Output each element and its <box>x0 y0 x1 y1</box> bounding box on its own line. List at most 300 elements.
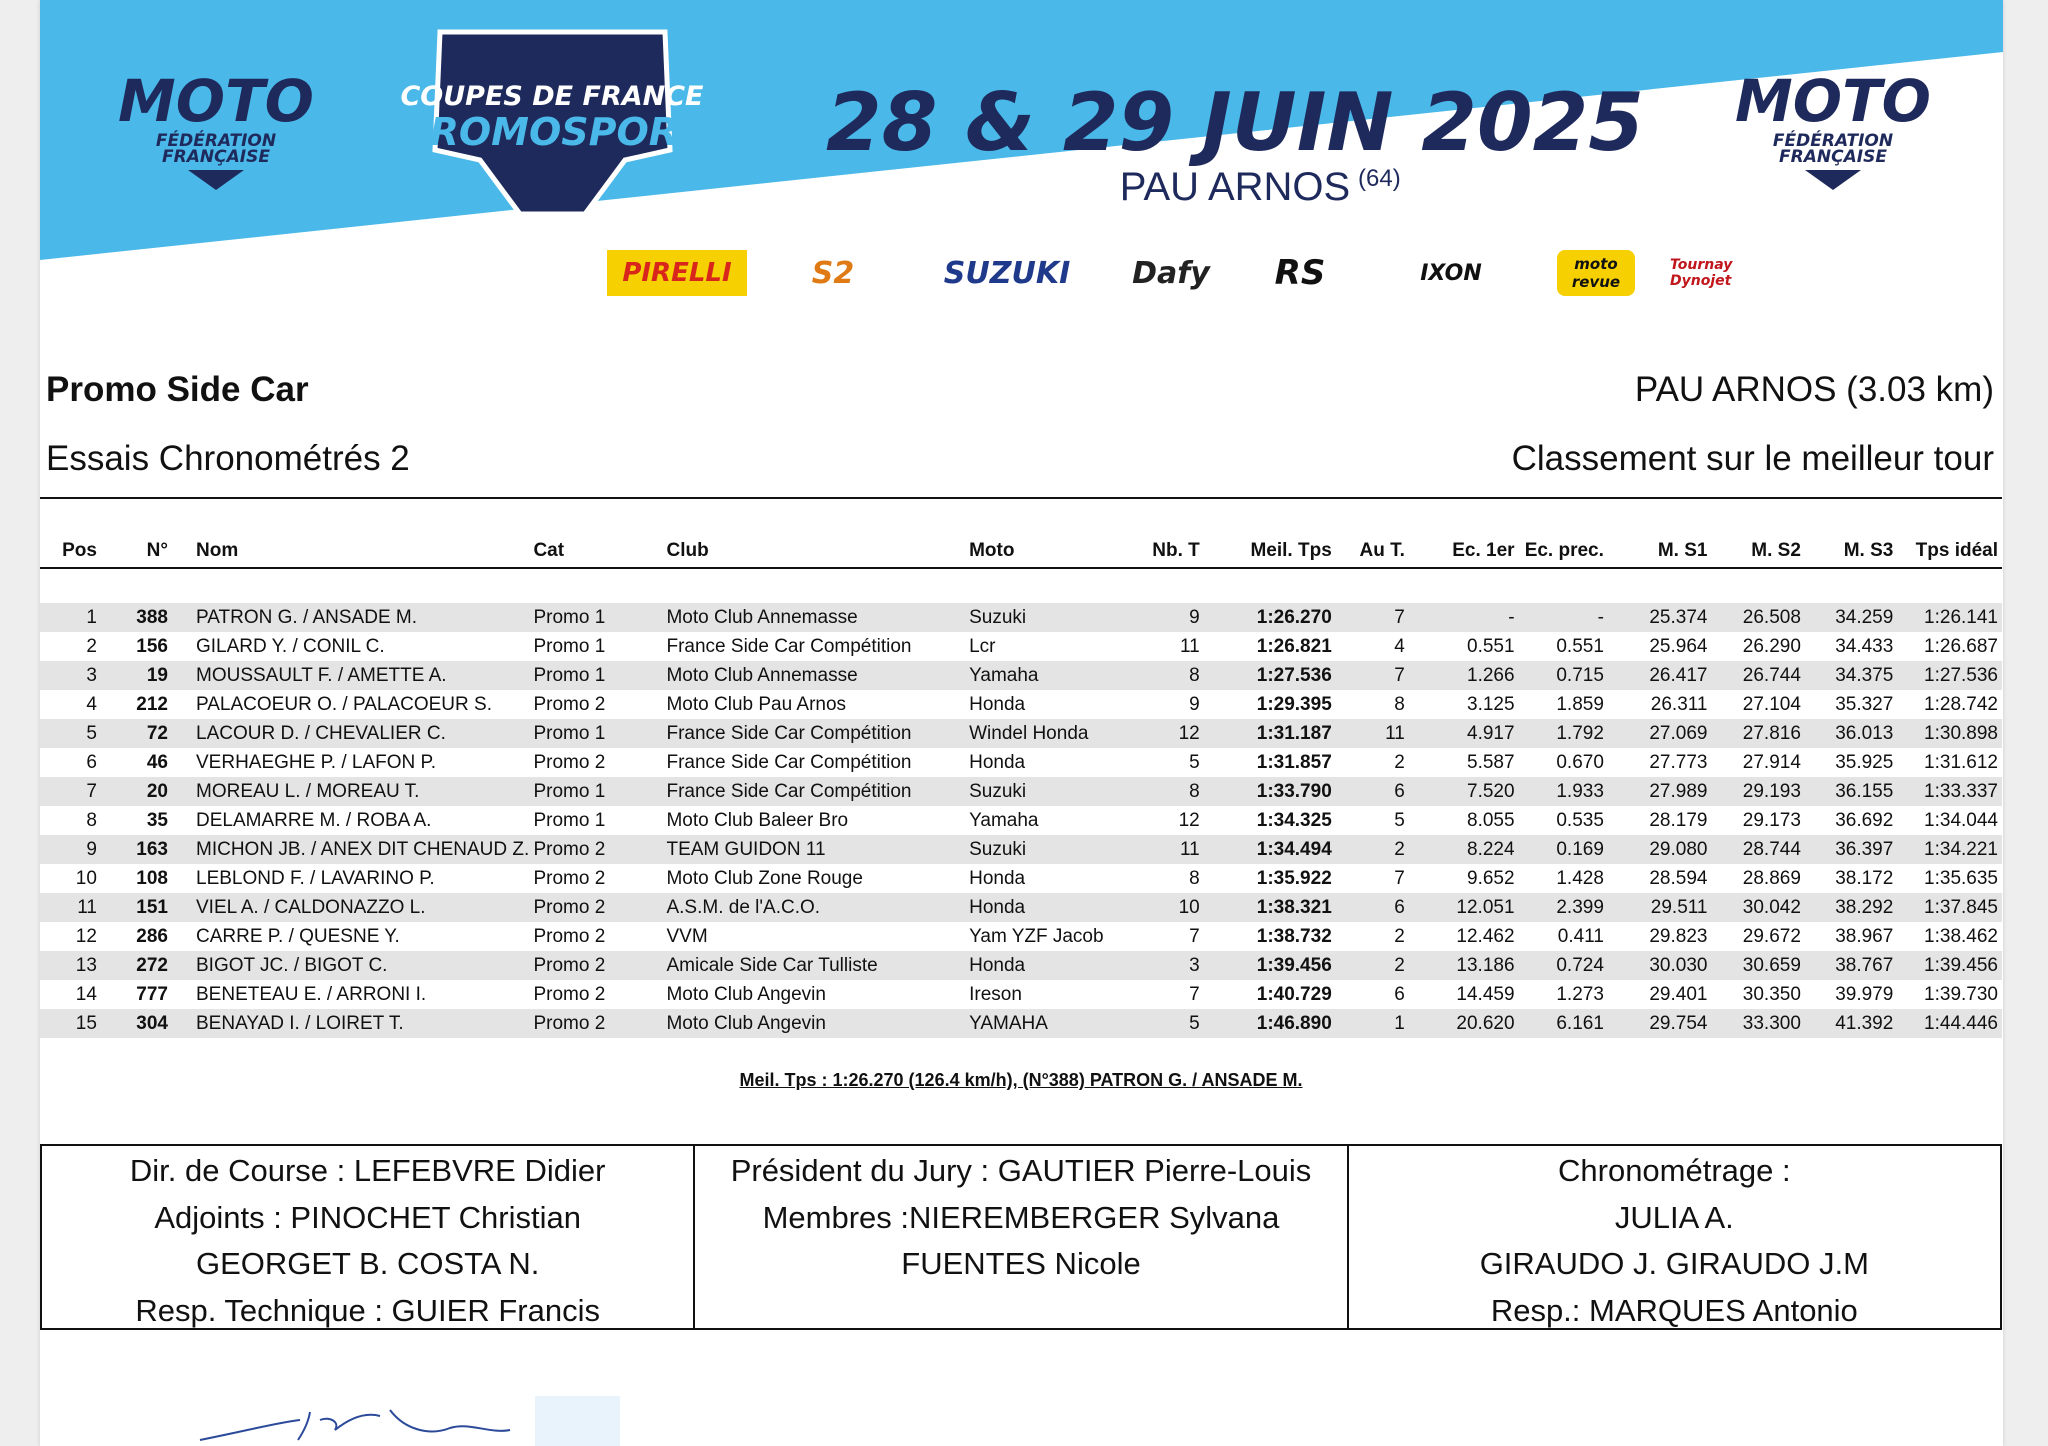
cell-s1: 30.030 <box>1608 951 1712 980</box>
cell-s3: 41.392 <box>1805 1009 1897 1038</box>
signature <box>190 1400 550 1446</box>
cell-ideal: 1:38.462 <box>1897 922 2002 951</box>
cell-number: 46 <box>101 748 172 777</box>
sponsor-moto-revue: moto revue <box>1557 250 1635 296</box>
event-dept: (64) <box>1358 165 1401 192</box>
cell-gap-prev: 0.670 <box>1519 748 1608 777</box>
cell-s3: 35.327 <box>1805 690 1897 719</box>
cell-pos: 12 <box>40 922 101 951</box>
cell-moto: Lcr <box>965 632 1107 661</box>
table-row <box>40 864 2002 893</box>
cell-s1: 29.823 <box>1608 922 1712 951</box>
cell-club: TEAM GUIDON 11 <box>662 835 965 864</box>
cell-s3: 36.013 <box>1805 719 1897 748</box>
cell-number: 35 <box>101 806 172 835</box>
event-banner <box>40 0 2003 260</box>
official-line: GEORGET B. COSTA N. <box>195 1246 540 1281</box>
cell-s2: 26.744 <box>1711 661 1804 690</box>
cell-gap-first: 0.551 <box>1409 632 1519 661</box>
cell-best-time: 1:26.821 <box>1204 632 1336 661</box>
cell-moto: Honda <box>965 748 1107 777</box>
cell-name: MICHON JB. / ANEX DIT CHENAUD Z. <box>172 835 529 864</box>
cell-name: MOUSSAULT F. / AMETTE A. <box>172 661 529 690</box>
cell-laps: 9 <box>1107 690 1203 719</box>
cell-gap-prev: 0.535 <box>1519 806 1608 835</box>
official-line: Membres :NIEREMBERGER Sylvana <box>762 1199 1280 1235</box>
official-line: FUENTES Nicole <box>901 1246 1141 1281</box>
cell-number: 388 <box>101 603 172 632</box>
table-row <box>40 777 2002 806</box>
cell-s3: 38.767 <box>1805 951 1897 980</box>
cell-s2: 28.744 <box>1711 835 1804 864</box>
cell-gap-first: 12.462 <box>1409 922 1519 951</box>
cell-best-time: 1:34.494 <box>1204 835 1336 864</box>
promosport-line1: COUPES DE FRANCE <box>400 81 704 112</box>
table-row <box>40 748 2002 777</box>
cell-club: France Side Car Compétition <box>662 632 965 661</box>
cell-s2: 29.193 <box>1711 777 1804 806</box>
cell-gap-prev: 1.273 <box>1519 980 1608 1009</box>
cell-on-lap: 5 <box>1336 806 1409 835</box>
cell-cat: Promo 1 <box>529 661 662 690</box>
cell-number: 777 <box>101 980 172 1009</box>
cell-cat: Promo 2 <box>529 922 662 951</box>
col-header-ideal: Tps idéal <box>1897 535 2002 568</box>
cell-cat: Promo 2 <box>529 690 662 719</box>
cell-cat: Promo 1 <box>529 719 662 748</box>
cell-on-lap: 7 <box>1336 661 1409 690</box>
cell-name: MOREAU L. / MOREAU T. <box>172 777 529 806</box>
cell-on-lap: 6 <box>1336 893 1409 922</box>
cell-gap-prev: 6.161 <box>1519 1009 1608 1038</box>
cell-on-lap: 6 <box>1336 980 1409 1009</box>
cell-gap-first: 20.620 <box>1409 1009 1519 1038</box>
cell-ideal: 1:37.845 <box>1897 893 2002 922</box>
cell-ideal: 1:39.456 <box>1897 951 2002 980</box>
officials-jury <box>693 1146 1346 1328</box>
col-header-pos: Pos <box>40 535 101 568</box>
cell-moto: Honda <box>965 864 1107 893</box>
cell-gap-first: 4.917 <box>1409 719 1519 748</box>
table-spacer-row <box>40 568 2002 603</box>
table-row <box>40 603 2002 632</box>
cell-s1: 27.773 <box>1608 748 1712 777</box>
cell-number: 20 <box>101 777 172 806</box>
cell-on-lap: 2 <box>1336 951 1409 980</box>
cell-name: PALACOEUR O. / PALACOEUR S. <box>172 690 529 719</box>
cell-on-lap: 2 <box>1336 922 1409 951</box>
cell-s2: 26.290 <box>1711 632 1804 661</box>
cell-ideal: 1:31.612 <box>1897 748 2002 777</box>
results-table <box>40 535 2002 1038</box>
sponsor-suzuki: SUZUKI <box>943 255 1071 291</box>
cell-club: Amicale Side Car Tulliste <box>662 951 965 980</box>
cell-gap-first: 8.055 <box>1409 806 1519 835</box>
col-header-on-lap: Au T. <box>1336 535 1409 568</box>
cell-pos: 2 <box>40 632 101 661</box>
cell-s3: 39.979 <box>1805 980 1897 1009</box>
results-sheet <box>40 0 2003 1446</box>
cell-cat: Promo 2 <box>529 748 662 777</box>
cell-cat: Promo 2 <box>529 980 662 1009</box>
cell-club: Moto Club Angevin <box>662 1009 965 1038</box>
cell-club: VVM <box>662 922 965 951</box>
cell-cat: Promo 2 <box>529 864 662 893</box>
cell-pos: 14 <box>40 980 101 1009</box>
cell-laps: 3 <box>1107 951 1203 980</box>
cell-best-time: 1:38.321 <box>1204 893 1336 922</box>
cell-pos: 1 <box>40 603 101 632</box>
cell-gap-first: - <box>1409 603 1519 632</box>
col-header-number: N° <box>101 535 172 568</box>
cell-moto: Yam YZF Jacob <box>965 922 1107 951</box>
cell-name: LACOUR D. / CHEVALIER C. <box>172 719 529 748</box>
cell-ideal: 1:26.141 <box>1897 603 2002 632</box>
officials-race-direction <box>42 1146 693 1328</box>
ffm-chevron-icon <box>1805 170 1861 190</box>
cell-name: BENAYAD I. / LOIRET T. <box>172 1009 529 1038</box>
cell-club: Moto Club Annemasse <box>662 603 965 632</box>
cell-number: 19 <box>101 661 172 690</box>
sponsor-ixon: IXON <box>1420 260 1482 286</box>
cell-cat: Promo 1 <box>529 806 662 835</box>
cell-best-time: 1:33.790 <box>1204 777 1336 806</box>
cell-gap-prev: 1.933 <box>1519 777 1608 806</box>
cell-moto: Honda <box>965 893 1107 922</box>
cell-laps: 11 <box>1107 835 1203 864</box>
cell-ideal: 1:28.742 <box>1897 690 2002 719</box>
cell-number: 212 <box>101 690 172 719</box>
cell-gap-prev: 1.792 <box>1519 719 1608 748</box>
cell-s3: 34.375 <box>1805 661 1897 690</box>
table-row <box>40 1009 2002 1038</box>
cell-s2: 29.173 <box>1711 806 1804 835</box>
official-line: Adjoints : PINOCHET Christian <box>154 1199 581 1235</box>
sponsor-pirelli: PIRELLI <box>607 250 747 296</box>
cell-on-lap: 6 <box>1336 777 1409 806</box>
cell-gap-prev: 1.428 <box>1519 864 1608 893</box>
cell-ideal: 1:26.687 <box>1897 632 2002 661</box>
cell-gap-first: 13.186 <box>1409 951 1519 980</box>
table-row <box>40 632 2002 661</box>
cell-s1: 28.179 <box>1608 806 1712 835</box>
cell-moto: Ireson <box>965 980 1107 1009</box>
cell-gap-first: 14.459 <box>1409 980 1519 1009</box>
table-row <box>40 951 2002 980</box>
cell-cat: Promo 1 <box>529 603 662 632</box>
cell-pos: 6 <box>40 748 101 777</box>
cell-club: Moto Club Angevin <box>662 980 965 1009</box>
ffm-logo-right-main: MOTO <box>1735 67 1931 135</box>
cell-s2: 27.816 <box>1711 719 1804 748</box>
cell-moto: Yamaha <box>965 806 1107 835</box>
cell-on-lap: 7 <box>1336 603 1409 632</box>
cell-laps: 8 <box>1107 661 1203 690</box>
cell-gap-first: 1.266 <box>1409 661 1519 690</box>
cell-s3: 35.925 <box>1805 748 1897 777</box>
cell-number: 156 <box>101 632 172 661</box>
col-header-gap-prev: Ec. prec. <box>1519 535 1608 568</box>
cell-name: BIGOT JC. / BIGOT C. <box>172 951 529 980</box>
cell-best-time: 1:27.536 <box>1204 661 1336 690</box>
cell-s2: 29.672 <box>1711 922 1804 951</box>
cell-s2: 33.300 <box>1711 1009 1804 1038</box>
col-header-cat: Cat <box>529 535 662 568</box>
cell-laps: 11 <box>1107 632 1203 661</box>
cell-best-time: 1:31.857 <box>1204 748 1336 777</box>
session-title: Essais Chronométrés 2 <box>46 439 410 478</box>
cell-club: Moto Club Pau Arnos <box>662 690 965 719</box>
cell-cat: Promo 1 <box>529 777 662 806</box>
cell-s3: 38.967 <box>1805 922 1897 951</box>
cell-number: 108 <box>101 864 172 893</box>
cell-gap-first: 3.125 <box>1409 690 1519 719</box>
cell-pos: 4 <box>40 690 101 719</box>
cell-gap-prev: - <box>1519 603 1608 632</box>
cell-s2: 30.659 <box>1711 951 1804 980</box>
ranking-label: Classement sur le meilleur tour <box>1511 439 1994 478</box>
cell-on-lap: 4 <box>1336 632 1409 661</box>
cell-gap-first: 12.051 <box>1409 893 1519 922</box>
cell-s3: 36.397 <box>1805 835 1897 864</box>
cell-on-lap: 2 <box>1336 835 1409 864</box>
cell-name: VIEL A. / CALDONAZZO L. <box>172 893 529 922</box>
cell-ideal: 1:34.044 <box>1897 806 2002 835</box>
cell-pos: 11 <box>40 893 101 922</box>
table-header-row <box>40 535 2002 568</box>
promosport-line2: PROMOSPORT <box>401 110 703 154</box>
cell-s1: 28.594 <box>1608 864 1712 893</box>
cell-s1: 27.989 <box>1608 777 1712 806</box>
cell-ideal: 1:33.337 <box>1897 777 2002 806</box>
cell-gap-first: 5.587 <box>1409 748 1519 777</box>
cell-moto: Windel Honda <box>965 719 1107 748</box>
table-spacer-cell <box>40 568 2002 603</box>
cell-on-lap: 11 <box>1336 719 1409 748</box>
cell-gap-prev: 0.724 <box>1519 951 1608 980</box>
cell-s3: 38.172 <box>1805 864 1897 893</box>
cell-gap-prev: 1.859 <box>1519 690 1608 719</box>
cell-s1: 29.511 <box>1608 893 1712 922</box>
cell-on-lap: 1 <box>1336 1009 1409 1038</box>
table-row <box>40 922 2002 951</box>
official-line: Chronométrage : <box>1558 1153 1791 1188</box>
cell-gap-prev: 0.551 <box>1519 632 1608 661</box>
cell-s2: 30.350 <box>1711 980 1804 1009</box>
cell-s2: 28.869 <box>1711 864 1804 893</box>
ffm-logo-left-sub1: FÉDÉRATION <box>155 131 277 151</box>
cell-pos: 5 <box>40 719 101 748</box>
cell-name: DELAMARRE M. / ROBA A. <box>172 806 529 835</box>
cell-gap-prev: 0.411 <box>1519 922 1608 951</box>
table-row <box>40 719 2002 748</box>
cell-ideal: 1:34.221 <box>1897 835 2002 864</box>
cell-moto: Suzuki <box>965 777 1107 806</box>
cell-moto: YAMAHA <box>965 1009 1107 1038</box>
official-line: Resp.: MARQUES Antonio <box>1490 1292 1858 1328</box>
cell-pos: 3 <box>40 661 101 690</box>
cell-s1: 26.417 <box>1608 661 1712 690</box>
cell-best-time: 1:39.456 <box>1204 951 1336 980</box>
cell-number: 151 <box>101 893 172 922</box>
cell-laps: 12 <box>1107 719 1203 748</box>
col-header-moto: Moto <box>965 535 1107 568</box>
cell-gap-prev: 0.169 <box>1519 835 1608 864</box>
cell-best-time: 1:40.729 <box>1204 980 1336 1009</box>
cell-name: LEBLOND F. / LAVARINO P. <box>172 864 529 893</box>
cell-club: A.S.M. de l'A.C.O. <box>662 893 965 922</box>
cell-s3: 34.259 <box>1805 603 1897 632</box>
cell-on-lap: 2 <box>1336 748 1409 777</box>
cell-number: 272 <box>101 951 172 980</box>
cell-ideal: 1:30.898 <box>1897 719 2002 748</box>
cell-moto: Suzuki <box>965 835 1107 864</box>
ffm-logo-right <box>1735 67 1931 190</box>
officials-timing <box>1347 1146 2000 1328</box>
cell-moto: Suzuki <box>965 603 1107 632</box>
cell-cat: Promo 1 <box>529 632 662 661</box>
table-row <box>40 690 2002 719</box>
cell-ideal: 1:39.730 <box>1897 980 2002 1009</box>
col-header-s2: M. S2 <box>1711 535 1804 568</box>
cell-cat: Promo 2 <box>529 951 662 980</box>
sponsor-s2: S2 <box>811 255 855 291</box>
col-header-laps: Nb. T <box>1107 535 1203 568</box>
cell-name: BENETEAU E. / ARRONI I. <box>172 980 529 1009</box>
cell-s2: 30.042 <box>1711 893 1804 922</box>
header-rule <box>40 497 2002 499</box>
cell-pos: 8 <box>40 806 101 835</box>
cell-club: Moto Club Zone Rouge <box>662 864 965 893</box>
col-header-club: Club <box>662 535 965 568</box>
official-line: Président du Jury : GAUTIER Pierre-Louis <box>730 1153 1312 1188</box>
cell-pos: 13 <box>40 951 101 980</box>
ffm-logo-right-sub1: FÉDÉRATION <box>1772 131 1894 151</box>
cell-club: France Side Car Compétition <box>662 777 965 806</box>
cell-best-time: 1:34.325 <box>1204 806 1336 835</box>
table-row <box>40 893 2002 922</box>
cell-number: 304 <box>101 1009 172 1038</box>
cell-gap-prev: 0.715 <box>1519 661 1608 690</box>
circuit-label: PAU ARNOS (3.03 km) <box>1634 370 1994 409</box>
official-line: JULIA A. <box>1614 1199 1734 1235</box>
official-line: Dir. de Course : LEFEBVRE Didier <box>129 1153 606 1188</box>
cell-cat: Promo 2 <box>529 893 662 922</box>
cell-club: France Side Car Compétition <box>662 748 965 777</box>
cell-best-time: 1:46.890 <box>1204 1009 1336 1038</box>
cell-gap-first: 7.520 <box>1409 777 1519 806</box>
table-row <box>40 835 2002 864</box>
cell-laps: 7 <box>1107 980 1203 1009</box>
cell-s1: 26.311 <box>1608 690 1712 719</box>
cell-name: GILARD Y. / CONIL C. <box>172 632 529 661</box>
results-body <box>40 568 2002 1038</box>
cell-s1: 29.754 <box>1608 1009 1712 1038</box>
table-row <box>40 980 2002 1009</box>
col-header-gap-first: Ec. 1er <box>1409 535 1519 568</box>
col-header-name: Nom <box>172 535 529 568</box>
cell-laps: 8 <box>1107 777 1203 806</box>
event-dates: 28 & 29 JUIN 2025 <box>826 76 1644 169</box>
cell-best-time: 1:26.270 <box>1204 603 1336 632</box>
cell-moto: Honda <box>965 951 1107 980</box>
best-lap-summary: Meil. Tps : 1:26.270 (126.4 km/h), (N°388) PATRON G. / ANSADE M. <box>739 1070 1303 1090</box>
col-header-best-time: Meil. Tps <box>1204 535 1336 568</box>
cell-s2: 26.508 <box>1711 603 1804 632</box>
cell-best-time: 1:38.732 <box>1204 922 1336 951</box>
cell-pos: 15 <box>40 1009 101 1038</box>
cell-best-time: 1:35.922 <box>1204 864 1336 893</box>
official-line: GIRAUDO J. GIRAUDO J.M <box>1479 1246 1869 1281</box>
cell-gap-prev: 2.399 <box>1519 893 1608 922</box>
cell-laps: 12 <box>1107 806 1203 835</box>
sponsor-dafy: Dafy <box>1132 255 1210 291</box>
cell-best-time: 1:29.395 <box>1204 690 1336 719</box>
cell-s1: 27.069 <box>1608 719 1712 748</box>
cell-laps: 9 <box>1107 603 1203 632</box>
cell-on-lap: 7 <box>1336 864 1409 893</box>
cell-club: Moto Club Annemasse <box>662 661 965 690</box>
cell-gap-first: 8.224 <box>1409 835 1519 864</box>
ffm-logo-left-main: MOTO <box>118 67 314 135</box>
cell-s3: 36.155 <box>1805 777 1897 806</box>
cell-s1: 25.374 <box>1608 603 1712 632</box>
cell-gap-first: 9.652 <box>1409 864 1519 893</box>
sponsor-tournay-dynojet: Tournay Dynojet <box>1670 257 1733 289</box>
ffm-logo-right-sub2: FRANÇAISE <box>1779 147 1887 167</box>
cell-number: 286 <box>101 922 172 951</box>
cell-laps: 10 <box>1107 893 1203 922</box>
col-header-s3: M. S3 <box>1805 535 1897 568</box>
col-header-s1: M. S1 <box>1608 535 1712 568</box>
cell-best-time: 1:31.187 <box>1204 719 1336 748</box>
cell-s3: 34.433 <box>1805 632 1897 661</box>
official-line: Resp. Technique : GUIER Francis <box>135 1292 600 1328</box>
cell-on-lap: 8 <box>1336 690 1409 719</box>
officials-box <box>40 1144 2002 1330</box>
cell-s3: 36.692 <box>1805 806 1897 835</box>
cell-s3: 38.292 <box>1805 893 1897 922</box>
cell-number: 72 <box>101 719 172 748</box>
cell-name: VERHAEGHE P. / LAFON P. <box>172 748 529 777</box>
cell-cat: Promo 2 <box>529 1009 662 1038</box>
cell-moto: Honda <box>965 690 1107 719</box>
category-title: Promo Side Car <box>46 370 309 409</box>
cell-moto: Yamaha <box>965 661 1107 690</box>
cell-s1: 29.401 <box>1608 980 1712 1009</box>
cell-s2: 27.104 <box>1711 690 1804 719</box>
cell-name: PATRON G. / ANSADE M. <box>172 603 529 632</box>
cell-laps: 8 <box>1107 864 1203 893</box>
cell-ideal: 1:35.635 <box>1897 864 2002 893</box>
cell-pos: 10 <box>40 864 101 893</box>
cell-s1: 25.964 <box>1608 632 1712 661</box>
cell-pos: 9 <box>40 835 101 864</box>
cell-club: Moto Club Baleer Bro <box>662 806 965 835</box>
cell-s1: 29.080 <box>1608 835 1712 864</box>
cell-laps: 5 <box>1107 1009 1203 1038</box>
cell-ideal: 1:44.446 <box>1897 1009 2002 1038</box>
table-row <box>40 661 2002 690</box>
cell-club: France Side Car Compétition <box>662 719 965 748</box>
event-venue: PAU ARNOS <box>1119 165 1351 209</box>
cell-s2: 27.914 <box>1711 748 1804 777</box>
cell-cat: Promo 2 <box>529 835 662 864</box>
table-row <box>40 806 2002 835</box>
cell-number: 163 <box>101 835 172 864</box>
sponsor-rs: RS <box>1274 253 1326 293</box>
ffm-logo-left-sub2: FRANÇAISE <box>162 147 270 167</box>
